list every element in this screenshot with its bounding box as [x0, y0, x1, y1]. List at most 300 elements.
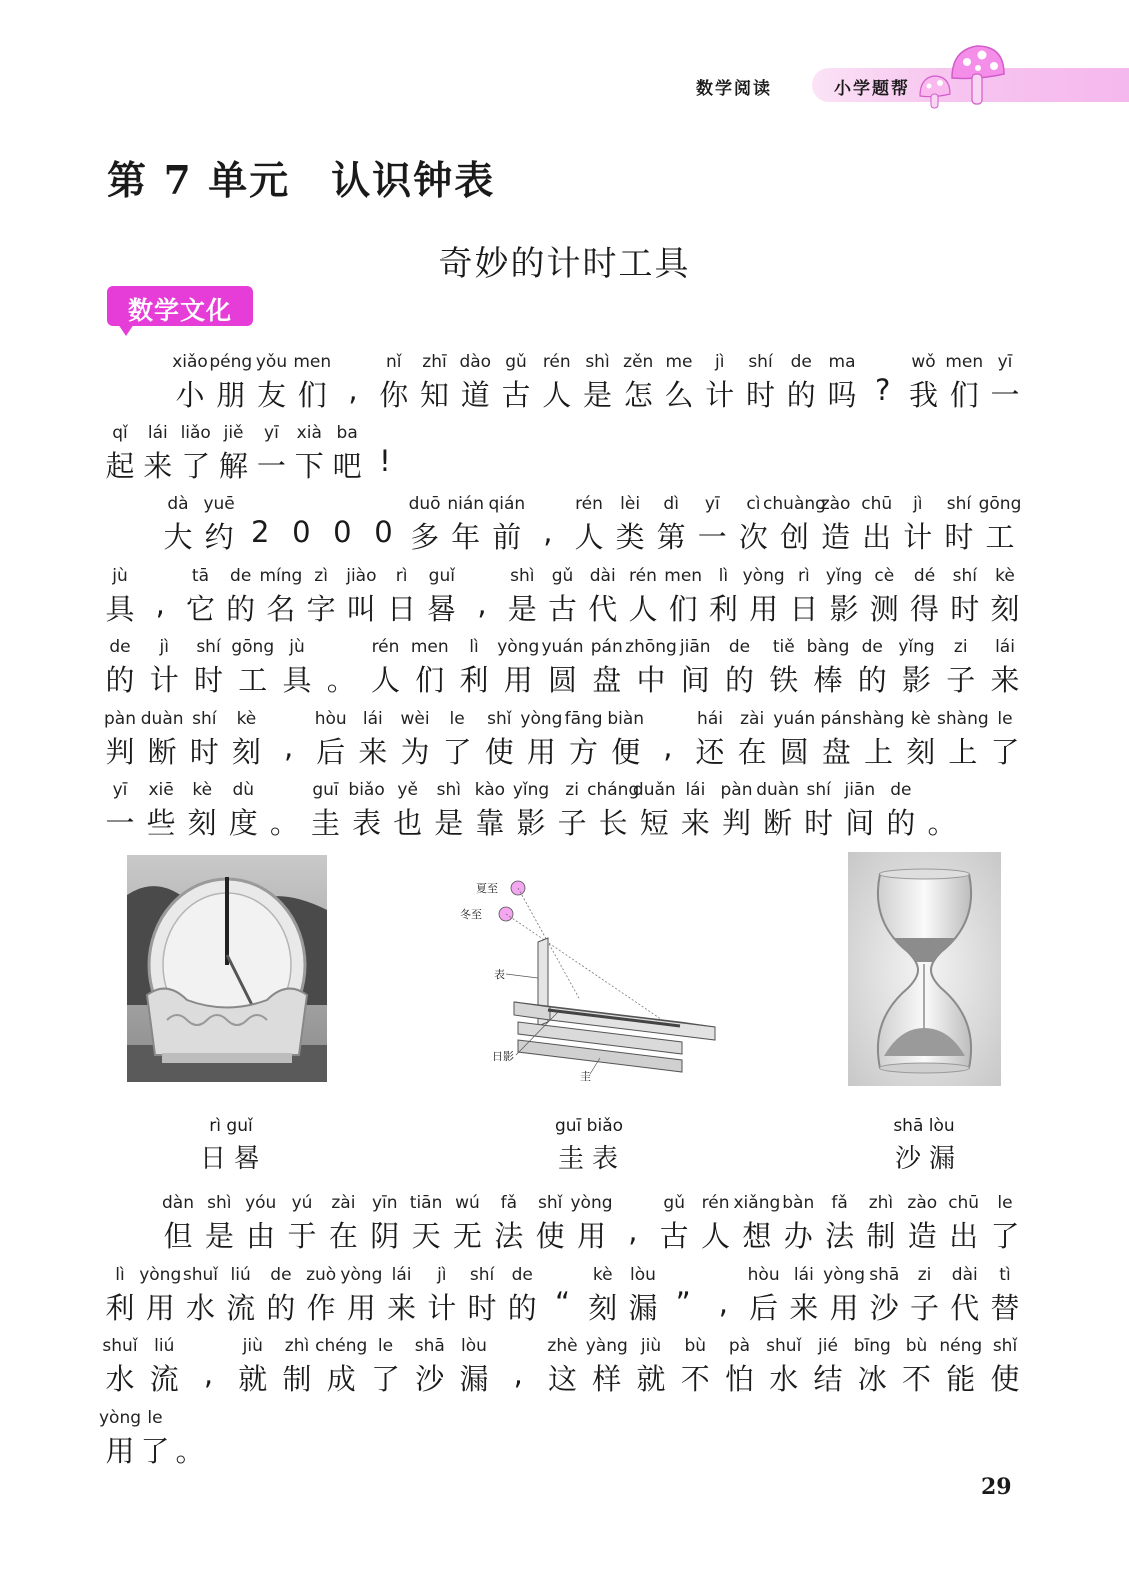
- pinyin-annotation: rén: [575, 494, 603, 514]
- hanzi-char: 知: [419, 378, 450, 412]
- pinyin-annotation: zhè: [547, 1336, 578, 1356]
- pinyin-annotation: shí: [748, 352, 773, 372]
- gui-label: 圭: [580, 1070, 591, 1083]
- pinyin-annotation: bàng: [806, 637, 850, 657]
- hanzi-char: 类: [615, 520, 645, 554]
- hanzi-char: 刻: [990, 592, 1020, 626]
- pinyin-annotation: jù: [289, 637, 305, 657]
- hanzi-char: 0: [333, 515, 352, 549]
- punctuation-mark: ,: [543, 515, 553, 549]
- pinyin-annotation: yī: [704, 494, 720, 514]
- hanzi-char: 子: [910, 1291, 940, 1325]
- hanzi-char: 这: [547, 1362, 578, 1396]
- hanzi-char: 阴: [370, 1219, 400, 1253]
- hanzi-char: 天: [411, 1219, 441, 1253]
- pinyin-annotation: jì: [159, 637, 169, 657]
- hanzi-char: 字: [306, 592, 336, 626]
- pinyin-annotation: zi: [917, 1265, 932, 1285]
- pinyin-annotation: lái: [362, 709, 383, 729]
- pinyin-annotation: shuǐ: [766, 1336, 802, 1356]
- hanzi-char: 沙: [415, 1362, 445, 1396]
- pinyin-annotation: dài: [951, 1265, 978, 1285]
- pinyin-annotation: zào: [820, 494, 851, 514]
- hanzi-char: 盘: [821, 735, 851, 769]
- hanzi-char: 创: [779, 520, 810, 554]
- pinyin-annotation: men: [945, 352, 984, 372]
- section-tag-label: 数学文化: [127, 296, 232, 325]
- hanzi-char: 来: [789, 1291, 819, 1325]
- pinyin-annotation: zào: [907, 1193, 938, 1213]
- pinyin-annotation: dì: [663, 494, 679, 514]
- hanzi-char: 来: [680, 806, 710, 840]
- hanzi-char: 铁: [769, 663, 799, 697]
- hanzi-char: 方: [569, 735, 599, 769]
- punctuation-mark: ,: [477, 587, 487, 621]
- pinyin-annotation: zhì: [868, 1193, 894, 1213]
- sundial-caption: 日晷: [199, 1144, 269, 1174]
- pinyin-annotation: yú: [291, 1193, 313, 1213]
- pinyin-annotation: bù: [905, 1336, 928, 1356]
- pinyin-annotation: kè: [236, 709, 257, 729]
- pinyin-annotation: guǐ: [428, 566, 455, 586]
- pinyin-annotation: liú: [230, 1265, 251, 1285]
- pinyin-annotation: gōng: [231, 637, 275, 657]
- pinyin-annotation: yòng: [823, 1265, 866, 1285]
- hanzi-char: 约: [204, 520, 234, 554]
- pinyin-annotation: ba: [336, 423, 358, 443]
- punctuation-mark: ?: [875, 373, 891, 407]
- pinyin-annotation: de: [890, 780, 912, 800]
- pinyin-annotation: tì: [999, 1265, 1011, 1285]
- pinyin-annotation: dé: [913, 566, 936, 586]
- hanzi-char: 第: [656, 520, 686, 554]
- hanzi-char: 出: [949, 1219, 979, 1253]
- pinyin-annotation: gōng: [978, 494, 1022, 514]
- pinyin-annotation: shuǐ: [102, 1336, 138, 1356]
- sundial-photo: [127, 855, 327, 1082]
- pinyin-annotation: pán: [820, 709, 853, 729]
- hanzi-char: 上: [948, 735, 978, 769]
- pinyin-annotation: yě: [397, 780, 418, 800]
- hanzi-char: 结: [813, 1362, 843, 1396]
- pinyin-annotation: zài: [331, 1193, 356, 1213]
- pinyin-annotation: yòng: [570, 1193, 613, 1213]
- hanzi-char: 用: [749, 592, 779, 626]
- pinyin-annotation: shí: [806, 780, 831, 800]
- hanzi-char: 使: [535, 1219, 565, 1253]
- hanzi-char: 的: [724, 663, 755, 697]
- pinyin-annotation: míng: [259, 566, 303, 586]
- hanzi-char: 不: [680, 1362, 710, 1396]
- sundial-caption-pinyin: rì guǐ: [209, 1116, 253, 1136]
- pinyin-annotation: xià: [296, 423, 322, 443]
- hanzi-char: 就: [636, 1362, 666, 1396]
- pinyin-annotation: zi: [565, 780, 579, 800]
- hanzi-char: 长: [598, 806, 628, 840]
- winter-solstice-label: 冬至: [460, 908, 482, 921]
- hanzi-char: 来: [143, 449, 173, 483]
- pinyin-annotation: shā: [414, 1336, 445, 1356]
- pinyin-annotation: shì: [436, 780, 461, 800]
- hanzi-char: 上: [864, 735, 894, 769]
- pinyin-annotation: yuán: [541, 637, 584, 657]
- hanzi-char: 就: [238, 1362, 268, 1396]
- pinyin-annotation: duō: [408, 494, 441, 514]
- pinyin-annotation: zěn: [623, 352, 654, 372]
- pinyin-annotation: dà: [167, 494, 189, 514]
- hanzi-char: 一: [256, 449, 286, 483]
- pinyin-annotation: bàn: [782, 1193, 815, 1213]
- hanzi-char: 0: [374, 515, 393, 549]
- hanzi-char: 制: [282, 1362, 312, 1396]
- hourglass-photo: [848, 852, 1001, 1086]
- hanzi-char: 的: [886, 806, 916, 840]
- hanzi-char: 吗: [827, 378, 857, 412]
- hanzi-char: 我: [908, 378, 939, 412]
- pinyin-annotation: de: [728, 637, 751, 657]
- punctuation-mark: 。: [927, 806, 957, 840]
- pinyin-annotation: dàn: [162, 1193, 194, 1213]
- hanzi-char: 人: [574, 520, 604, 554]
- pinyin-annotation: lòu: [461, 1336, 487, 1356]
- pinyin-annotation: gǔ: [505, 352, 527, 372]
- pinyin-annotation: yī: [112, 780, 128, 800]
- pinyin-annotation: lái: [147, 423, 168, 443]
- pinyin-annotation: chéng: [315, 1336, 368, 1356]
- hanzi-char: 计: [149, 663, 179, 697]
- hanzi-char: 么: [664, 378, 694, 412]
- pinyin-annotation: ma: [828, 352, 856, 372]
- hanzi-char: 冰: [857, 1362, 887, 1396]
- pinyin-annotation: lái: [391, 1265, 412, 1285]
- pinyin-annotation: nián: [447, 494, 485, 514]
- pinyin-annotation: liǎo: [180, 423, 211, 443]
- pinyin-annotation: xiǎo: [172, 352, 208, 372]
- hanzi-char: 吧: [332, 449, 362, 483]
- pinyin-annotation: zài: [740, 709, 765, 729]
- hanzi-char: 还: [695, 735, 725, 769]
- hanzi-char: 流: [149, 1362, 179, 1396]
- hanzi-char: 用: [503, 663, 533, 697]
- pinyin-annotation: de: [270, 1265, 292, 1285]
- hanzi-char: 用: [145, 1291, 175, 1325]
- punctuation-mark: ,: [513, 1357, 523, 1391]
- hanzi-char: 漏: [628, 1291, 658, 1325]
- hanzi-char: 是: [507, 592, 537, 626]
- hanzi-char: 工: [985, 520, 1015, 554]
- hanzi-char: 无: [452, 1219, 482, 1253]
- hanzi-char: 代: [588, 592, 618, 626]
- hanzi-char: 大: [163, 520, 193, 554]
- pinyin-annotation: yuē: [203, 494, 235, 514]
- pinyin-annotation: bīng: [853, 1336, 891, 1356]
- hanzi-char: 来: [990, 663, 1020, 697]
- pinyin-annotation: yī: [264, 423, 279, 443]
- pinyin-annotation: chuàng: [763, 494, 826, 514]
- hanzi-char: 用: [576, 1219, 607, 1253]
- biao-label: 表: [494, 968, 505, 981]
- hanzi-char: 中: [636, 663, 666, 697]
- hanzi-char: 盘: [592, 663, 622, 697]
- pinyin-annotation: shí: [196, 637, 221, 657]
- hanzi-char: 造: [907, 1219, 937, 1253]
- hanzi-char: 计: [427, 1291, 457, 1325]
- hanzi-char: 不: [901, 1362, 932, 1396]
- pinyin-annotation: tiě: [772, 637, 795, 657]
- punctuation-mark: ,: [718, 1286, 729, 1320]
- hanzi-char: 解: [219, 449, 249, 483]
- pinyin-annotation: shǐ: [537, 1193, 563, 1213]
- punctuation-mark: ,: [348, 373, 358, 407]
- hanzi-char: 使: [484, 735, 514, 769]
- pinyin-annotation: lái: [685, 780, 706, 800]
- hanzi-char: 也: [393, 806, 423, 840]
- hanzi-char: 些: [146, 806, 176, 840]
- pinyin-annotation: tiān: [409, 1193, 443, 1213]
- pinyin-annotation: yī: [997, 352, 1013, 372]
- pinyin-annotation: lái: [793, 1265, 814, 1285]
- hanzi-char: 间: [845, 806, 875, 840]
- hanzi-char: 利: [708, 592, 738, 626]
- hanzi-char: 时: [193, 663, 224, 697]
- pinyin-annotation: cè: [874, 566, 895, 586]
- hanzi-char: 古: [501, 378, 531, 412]
- punctuation-mark: 。: [175, 1434, 205, 1468]
- pinyin-annotation: shuǐ: [182, 1265, 219, 1285]
- pinyin-annotation: shì: [585, 352, 610, 372]
- pinyin-annotation: nǐ: [386, 352, 402, 372]
- guibiao-diagram: [460, 872, 720, 1087]
- pinyin-annotation: de: [511, 1265, 533, 1285]
- hanzi-char: 水: [185, 1291, 215, 1325]
- hanzi-char: 代: [950, 1291, 980, 1325]
- hanzi-char: 用: [105, 1434, 135, 1468]
- hanzi-char: 小: [175, 378, 205, 412]
- article-title: 奇妙的计时工具: [438, 244, 691, 284]
- pinyin-annotation: lì: [115, 1265, 125, 1285]
- hanzi-char: 了: [140, 1434, 170, 1468]
- hanzi-char: 后: [316, 735, 346, 769]
- hanzi-char: 水: [769, 1362, 799, 1396]
- hanzi-char: 水: [105, 1362, 135, 1396]
- hanzi-char: 后: [749, 1291, 779, 1325]
- summer-solstice-label: 夏至: [476, 882, 498, 895]
- pinyin-annotation: rén: [701, 1193, 730, 1213]
- pinyin-annotation: yǒu: [255, 352, 288, 372]
- pinyin-annotation: qǐ: [112, 423, 128, 443]
- hanzi-char: 用: [829, 1291, 859, 1325]
- pinyin-annotation: fǎ: [831, 1193, 848, 1213]
- hanzi-char: 成: [326, 1362, 356, 1396]
- hanzi-char: 刻: [231, 735, 261, 769]
- hanzi-char: 时: [745, 378, 776, 412]
- pinyin-annotation: shì: [207, 1193, 232, 1213]
- hanzi-char: 时: [467, 1291, 497, 1325]
- mushroom-icon: [912, 40, 1012, 110]
- pinyin-annotation: lì: [469, 637, 479, 657]
- hanzi-char: 一: [105, 806, 135, 840]
- header-brand-label: 小学题帮: [834, 79, 910, 99]
- hanzi-char: 人: [542, 378, 572, 412]
- hanzi-char: 一: [990, 378, 1020, 412]
- hanzi-char: 年: [451, 520, 481, 554]
- pinyin-annotation: shì: [510, 566, 535, 586]
- hanzi-char: 怎: [623, 378, 653, 412]
- pinyin-annotation: rì: [395, 566, 408, 586]
- hanzi-char: 影: [516, 806, 546, 840]
- hanzi-char: 刻: [588, 1291, 618, 1325]
- hanzi-char: 了: [442, 735, 472, 769]
- hanzi-char: 0: [292, 515, 311, 549]
- pinyin-annotation: hòu: [314, 709, 347, 729]
- pinyin-annotation: jù: [112, 566, 128, 586]
- punctuation-mark: ,: [155, 587, 165, 621]
- punctuation-mark: ,: [628, 1214, 638, 1248]
- hanzi-char: 替: [990, 1291, 1020, 1325]
- hanzi-char: 断: [147, 735, 177, 769]
- pinyin-annotation: dài: [589, 566, 616, 586]
- pinyin-annotation: men: [664, 566, 703, 586]
- hanzi-char: 一: [697, 520, 727, 554]
- hanzi-char: 们: [949, 378, 979, 412]
- pinyin-annotation: lòu: [630, 1265, 656, 1285]
- hanzi-char: 具: [105, 592, 135, 626]
- pinyin-annotation: jì: [913, 494, 923, 514]
- hanzi-char: 想: [742, 1219, 772, 1253]
- hanzi-char: 间: [680, 663, 710, 697]
- pinyin-annotation: lì: [718, 566, 729, 586]
- hanzi-char: 的: [266, 1291, 296, 1325]
- hanzi-char: 漏: [459, 1362, 489, 1396]
- hanzi-char: 测: [869, 592, 899, 626]
- hanzi-char: 古: [547, 592, 578, 626]
- pinyin-annotation: yóu: [245, 1193, 277, 1213]
- pinyin-annotation: kào: [474, 780, 506, 800]
- hanzi-char: 影: [901, 663, 932, 697]
- hanzi-char: 影: [829, 592, 859, 626]
- pinyin-annotation: kè: [995, 566, 1015, 586]
- hanzi-char: 样: [592, 1362, 622, 1396]
- punctuation-mark: 。: [269, 806, 299, 840]
- pinyin-annotation: yòng: [139, 1265, 182, 1285]
- punctuation-mark: ”: [675, 1286, 691, 1320]
- punctuation-mark: ,: [283, 730, 294, 764]
- hanzi-char: 具: [282, 663, 312, 697]
- pinyin-annotation: shā: [869, 1265, 900, 1285]
- hanzi-char: 断: [763, 806, 793, 840]
- pinyin-annotation: shí: [192, 709, 217, 729]
- hanzi-char: 沙: [869, 1291, 899, 1325]
- hanzi-char: 们: [668, 592, 698, 626]
- pinyin-annotation: pàn: [720, 780, 753, 800]
- hanzi-char: 道: [460, 378, 490, 412]
- pinyin-annotation: wǒ: [911, 352, 936, 372]
- hanzi-char: 圭: [310, 806, 341, 840]
- pinyin-annotation: fāng: [564, 709, 603, 729]
- pinyin-annotation: de: [861, 637, 883, 657]
- pinyin-annotation: bù: [684, 1336, 707, 1356]
- hanzi-char: 工: [238, 663, 268, 697]
- pinyin-annotation: le: [997, 1193, 1013, 1213]
- hanzi-char: 流: [226, 1291, 256, 1325]
- hanzi-char: 是: [582, 378, 613, 412]
- hanzi-char: 能: [946, 1362, 976, 1396]
- hanzi-char: 用: [346, 1291, 376, 1325]
- pinyin-annotation: shǐ: [487, 709, 512, 729]
- hanzi-char: 短: [639, 806, 669, 840]
- hanzi-char: 法: [825, 1219, 855, 1253]
- hanzi-char: 刻: [187, 806, 217, 840]
- hanzi-char: 得: [910, 592, 940, 626]
- hanzi-char: 制: [866, 1219, 896, 1253]
- pinyin-annotation: xiē: [148, 780, 174, 800]
- hanzi-char: 了: [990, 1219, 1020, 1253]
- hanzi-char: 是: [434, 806, 464, 840]
- hanzi-char: 的: [857, 663, 887, 697]
- pinyin-annotation: rén: [629, 566, 657, 586]
- punctuation-mark: ,: [663, 730, 673, 764]
- pinyin-annotation: chū: [948, 1193, 980, 1213]
- hanzi-char: 来: [358, 735, 388, 769]
- hanzi-char: 友: [256, 378, 287, 412]
- pinyin-annotation: yòng: [98, 1408, 142, 1428]
- pinyin-annotation: zì: [314, 566, 328, 586]
- hanzi-char: 由: [246, 1219, 276, 1253]
- pinyin-annotation: xiǎng: [733, 1193, 781, 1213]
- hanzi-char: 为: [400, 735, 430, 769]
- hanzi-char: 朋: [216, 378, 246, 412]
- pinyin-annotation: pà: [728, 1336, 751, 1356]
- hanzi-char: 的: [105, 663, 135, 697]
- pinyin-annotation: shí: [952, 566, 977, 586]
- pinyin-annotation: shí: [469, 1265, 495, 1285]
- pinyin-annotation: de: [790, 352, 812, 372]
- pinyin-annotation: shí: [946, 494, 972, 514]
- pinyin-annotation: lái: [995, 637, 1015, 657]
- pinyin-annotation: zhī: [422, 352, 447, 372]
- hanzi-char: 时: [804, 806, 834, 840]
- pinyin-annotation: yuán: [773, 709, 816, 729]
- pinyin-annotation: yòng: [520, 709, 563, 729]
- pinyin-annotation: liú: [154, 1336, 175, 1356]
- punctuation-mark: ,: [203, 1357, 214, 1391]
- pinyin-annotation: yǐng: [898, 637, 935, 657]
- header-section-label: 数学阅读: [696, 79, 772, 99]
- hanzi-char: 们: [297, 378, 327, 412]
- pinyin-annotation: cháng: [587, 780, 640, 800]
- pinyin-annotation: yàng: [585, 1336, 628, 1356]
- pinyin-annotation: rén: [371, 637, 400, 657]
- hanzi-char: 用: [526, 735, 556, 769]
- hanzi-char: 名: [266, 592, 296, 626]
- hanzi-char: 人: [628, 592, 658, 626]
- pinyin-annotation: jiù: [640, 1336, 662, 1356]
- hanzi-char: 表: [352, 806, 382, 840]
- hanzi-char: 多: [410, 520, 440, 554]
- hanzi-char: 判: [105, 735, 135, 769]
- pinyin-annotation: le: [377, 1336, 394, 1356]
- pinyin-annotation: yòng: [340, 1265, 383, 1285]
- hanzi-char: 了: [370, 1362, 401, 1396]
- hanzi-char: 前: [492, 520, 522, 554]
- hanzi-char: 时: [950, 592, 980, 626]
- hanzi-char: 造: [821, 520, 851, 554]
- pinyin-annotation: shàng: [937, 709, 989, 729]
- pinyin-annotation: yǐng: [825, 566, 863, 586]
- hanzi-char: 怕: [724, 1362, 755, 1396]
- pinyin-annotation: péng: [209, 352, 253, 372]
- pinyin-annotation: kè: [592, 1265, 613, 1285]
